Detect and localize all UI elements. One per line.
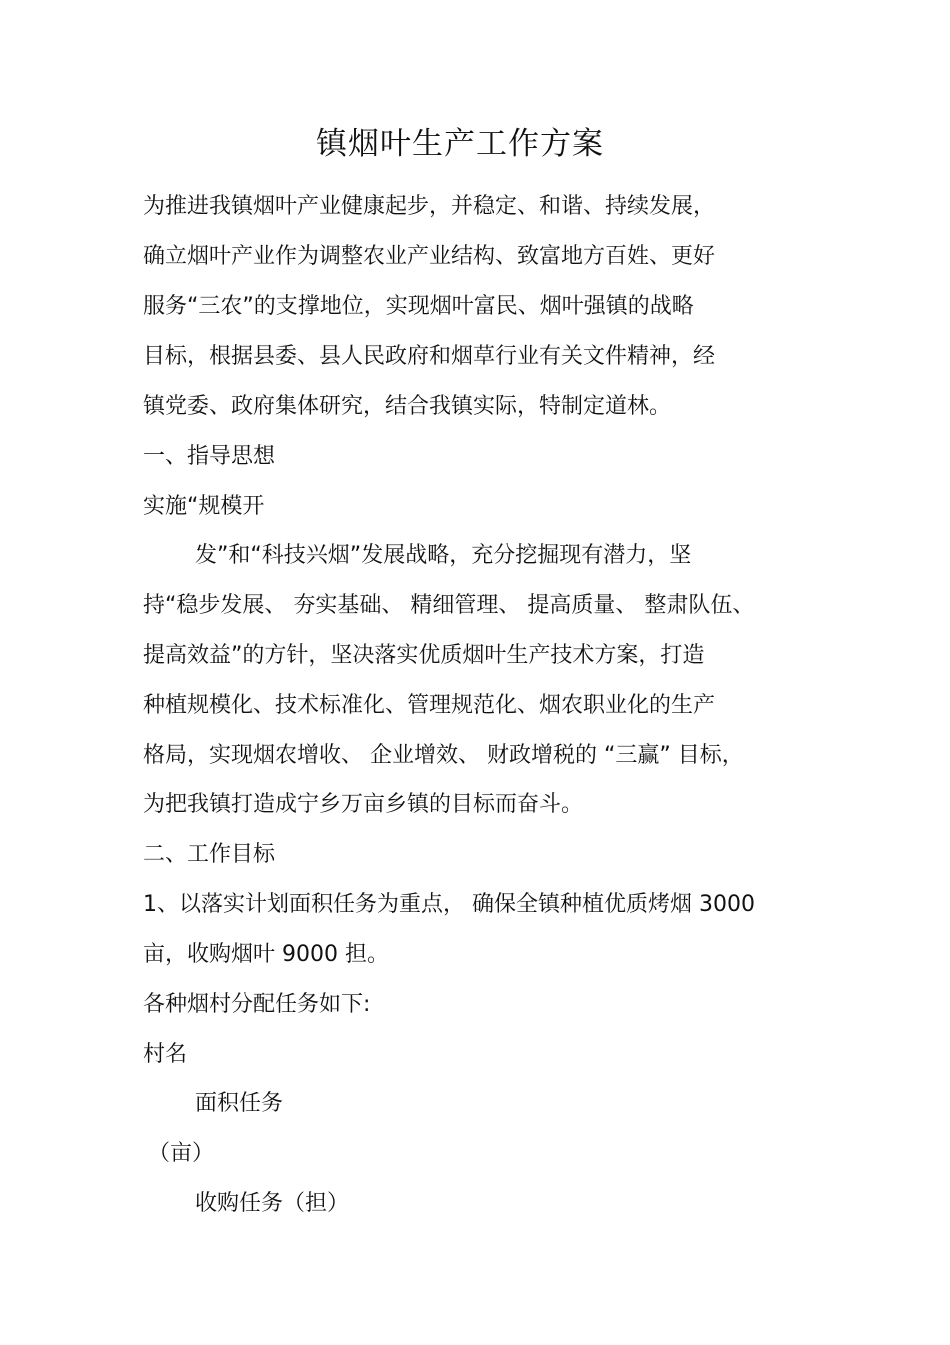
table-header-area-task: 面积任务 [195,1091,284,1116]
section-heading-work-goals: 二、工作目标 [143,842,276,867]
intro-line-1: 为推进我镇烟叶产业健康起步，并稳定、和谐、持续发展， [143,194,716,219]
table-header-purchase-task: 收购任务（担） [195,1191,350,1216]
guiding-line-3: 持“稳步发展、 夯实基础、 精细管理、 提高质量、 整肃队伍、 [143,593,755,618]
guiding-line-2: 发”和“科技兴烟”发展战略，充分挖掘现有潜力，坚 [195,543,692,568]
guiding-line-5: 种植规模化、技术标准化、管理规范化、烟农职业化的生产 [143,693,716,718]
guiding-line-6: 格局，实现烟农增收、 企业增效、 财政增税的 “三赢” 目标， [143,743,744,768]
goals-line-3: 各种烟村分配任务如下: [143,992,371,1017]
table-header-village-name: 村名 [143,1042,188,1067]
goals-line-2: 亩，收购烟叶 9000 担。 [143,942,389,967]
intro-line-4: 目标，根据县委、县人民政府和烟草行业有关文件精神，经 [143,344,716,369]
table-header-area-unit: （亩） [148,1141,215,1166]
intro-line-5: 镇党委、政府集体研究，结合我镇实际，特制定道林。 [143,394,672,419]
goals-line-1: 1、以落实计划面积任务为重点， 确保全镇种植优质烤烟 3000 [143,892,755,917]
guiding-line-1: 实施“规模开 [143,494,265,519]
section-heading-guiding-thought: 一、指导思想 [143,444,276,469]
document-title: 镇烟叶生产工作方案 [316,126,604,162]
guiding-line-7: 为把我镇打造成宁乡万亩乡镇的目标而奋斗。 [143,792,584,817]
guiding-line-4: 提高效益”的方针，坚决落实优质烟叶生产技术方案，打造 [143,643,705,668]
intro-line-3: 服务“三农”的支撑地位，实现烟叶富民、烟叶强镇的战略 [143,294,694,319]
intro-line-2: 确立烟叶产业作为调整农业产业结构、致富地方百姓、更好 [143,244,716,269]
